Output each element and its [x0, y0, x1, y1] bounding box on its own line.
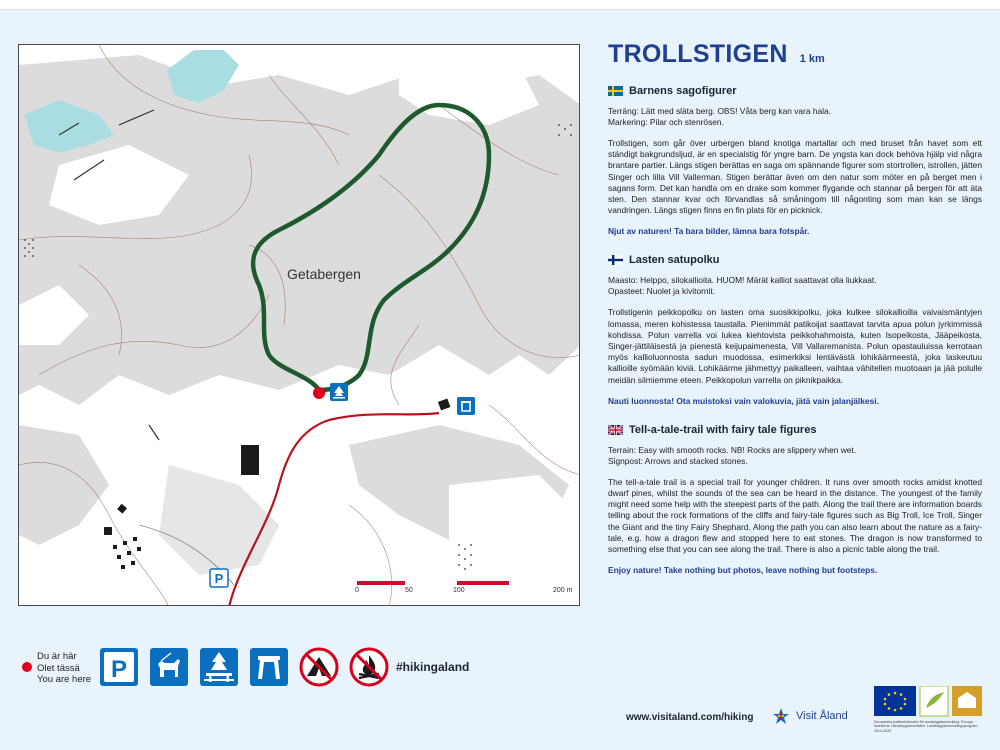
terrain-info: Maasto: Helppo, silokallioita. HUOM! Märät kalliot saattavat olla liukkaat. — [608, 275, 877, 286]
signpost-info: Opasteet: Nuolet ja kivitornit. — [608, 286, 716, 297]
scale-label-0: 0 — [355, 587, 359, 594]
you-are-here-sv: Du är här — [37, 651, 77, 662]
trail-map[interactable] — [18, 44, 580, 606]
trail-distance: 1 km — [799, 53, 825, 65]
you-are-here-en: You are here — [37, 674, 92, 685]
terrain-info: Terräng: Lätt med släta berg. OBS! Våta berg kan vara hala. — [608, 106, 831, 116]
terrain-info: Terrain: Easy with smooth rocks. NB! Rocks are slippery when wet. — [608, 444, 857, 455]
finland-flag-icon — [608, 255, 623, 265]
section-title: Tell-a-tale-trail with fairy tale figures — [629, 423, 817, 436]
rock-area — [19, 425, 109, 545]
signpost-info: Markering: Pilar och stenrösen. — [608, 117, 724, 127]
rock-area — [299, 535, 419, 606]
scale-label-200: 200 m — [553, 587, 573, 594]
parking-icon — [99, 647, 139, 687]
no-camping-icon — [299, 647, 339, 687]
map-parking-sign — [210, 569, 228, 587]
map-shelter-sign — [457, 397, 475, 415]
scale-segment — [457, 581, 509, 585]
you-are-here-label — [37, 651, 91, 686]
eu-flag-icon — [874, 686, 916, 716]
section-english — [608, 424, 982, 575]
section-finnish — [608, 254, 982, 405]
website-link[interactable]: www.visitaland.com/hiking — [626, 712, 754, 723]
sponsor-logos — [874, 686, 984, 732]
you-are-here-fi: Olet tässä — [37, 662, 80, 674]
title-row — [608, 40, 982, 69]
dog-on-leash-icon — [149, 647, 189, 687]
picnic-table-icon — [199, 647, 239, 687]
scale-segment — [357, 581, 405, 585]
section-swedish — [608, 85, 982, 236]
hashtag: #hikingaland — [396, 660, 470, 674]
rock-area — [159, 465, 279, 575]
scale-label-100: 100 — [453, 587, 465, 594]
section-body: Trollstigen, som går över urbergen bland knotiga martallar och med bruset från havet som ett ständigt bakgrundsljud, är en specialstig för yngre barn. De yngsta kan dock behöva hjälp vid några brantare partier. Längs stigen berättas en saga om spännande figurer som stortrollen, istrollen, jätten Singer och lilla Vill Vallerman. Stigen berättar även om den natur som möter en på berget men i sagans form. Det kan handla om en drake som kommer flygande och stannar på bergen för att äta sten. Den stannar kvar och förvandlas så småningom till någonting som man kan se längs vandringen. Längs stigen finns en fin plats för en picknick. — [608, 138, 982, 216]
map-picnic-sign — [330, 383, 348, 401]
scale-bar — [353, 581, 577, 594]
visit-aland-text: Visit Åland — [796, 710, 848, 722]
uk-flag-icon — [608, 425, 623, 435]
section-slogan: Enjoy nature! Take nothing but photos, leave nothing but footsteps. — [608, 565, 878, 576]
legend-icons — [99, 647, 389, 687]
signpost-info: Signpost: Arrows and stacked stones. — [608, 455, 748, 466]
map-parking-letter: P — [214, 571, 224, 586]
eu-leader-logos — [874, 686, 984, 718]
section-body: The tell-a-tale trail is a special trail for younger children. It runs over smooth rocks amidst knotted dwarf pines, whilst the sounds of the sea can be heard in the distance. The youngest of the family might need some help with the steepest parts of the path. Along the trail there are information boards telling about the rock formations of the cliffs and fairy-tale figures such as Big Troll, Ice Troll, Singer the Giant and the tiny Fairy Shephard. Along the path you can also learn about the nature as a fairy-tale, e.g. how a dragon flew and stopped here to eat stones. The dragon is now transformed to something else that you can see along the trail. There is also a picnic table along the trail. — [608, 476, 982, 555]
sweden-flag-icon — [608, 86, 623, 96]
section-slogan: Njut av naturen! Ta bara bilder, lämna bara fotspår. — [608, 226, 810, 237]
shelter-icon — [249, 647, 289, 687]
section-title: Barnens sagofigurer — [629, 85, 737, 97]
you-are-here-marker — [313, 387, 325, 399]
place-label: Getabergen — [287, 266, 361, 282]
visit-aland-icon — [772, 707, 790, 725]
parking-letter: P — [110, 656, 128, 683]
info-panel — [608, 40, 982, 593]
sponsor-text: Europeiska jordbruksfonden för landsbygdsutveckling: Europa investerar i landsbygdsområden. Landsbygdsutvecklingsprogram 2014-2020 — [874, 720, 978, 733]
no-fire-icon — [349, 647, 389, 687]
section-title: Lasten satupolku — [629, 254, 720, 267]
visit-aland-logo — [772, 707, 848, 725]
trail-title: TROLLSTIGEN — [608, 40, 788, 68]
map-canvas — [19, 45, 580, 606]
you-are-here-dot — [22, 662, 32, 672]
top-strip — [0, 0, 1000, 10]
scale-label-50: 50 — [405, 587, 413, 594]
section-slogan: Nauti luonnosta! Ota muistoksi vain valokuvia, jätä vain jalanjälkesi. — [608, 395, 879, 406]
section-body: Trollstigenin peikkopolku on lasten oma suosikkipolku, joka kulkee silokallioilla vaivaismäntyjen lomassa, meren kohistessa taustalla. Pienimmät patikoijat saattavat tarvita apua polun jyrkimmissä kohdissa. Polun varrella voi lukea kiehtovista peikkohahmoista, kuten Isopeikosta, Jääpeikosta, Singer-jättiläisestä ja pienestä keijupaimenesta, Vill Vallaremanista. Polun opastauluissa kerrotaan myös kallioluonnosta sadun muodossa, esimerkiksi lentävästä lohikäärmeestä, joka laskeutuu kallioille syömään kiviä. Lohikäärme jähmettyy paikalleen, vaihtaa vähitellen muotoaan ja jää polulle meidän silmiemme eteen. Peikkopolun varrella on piknikpaikka. — [608, 307, 982, 385]
